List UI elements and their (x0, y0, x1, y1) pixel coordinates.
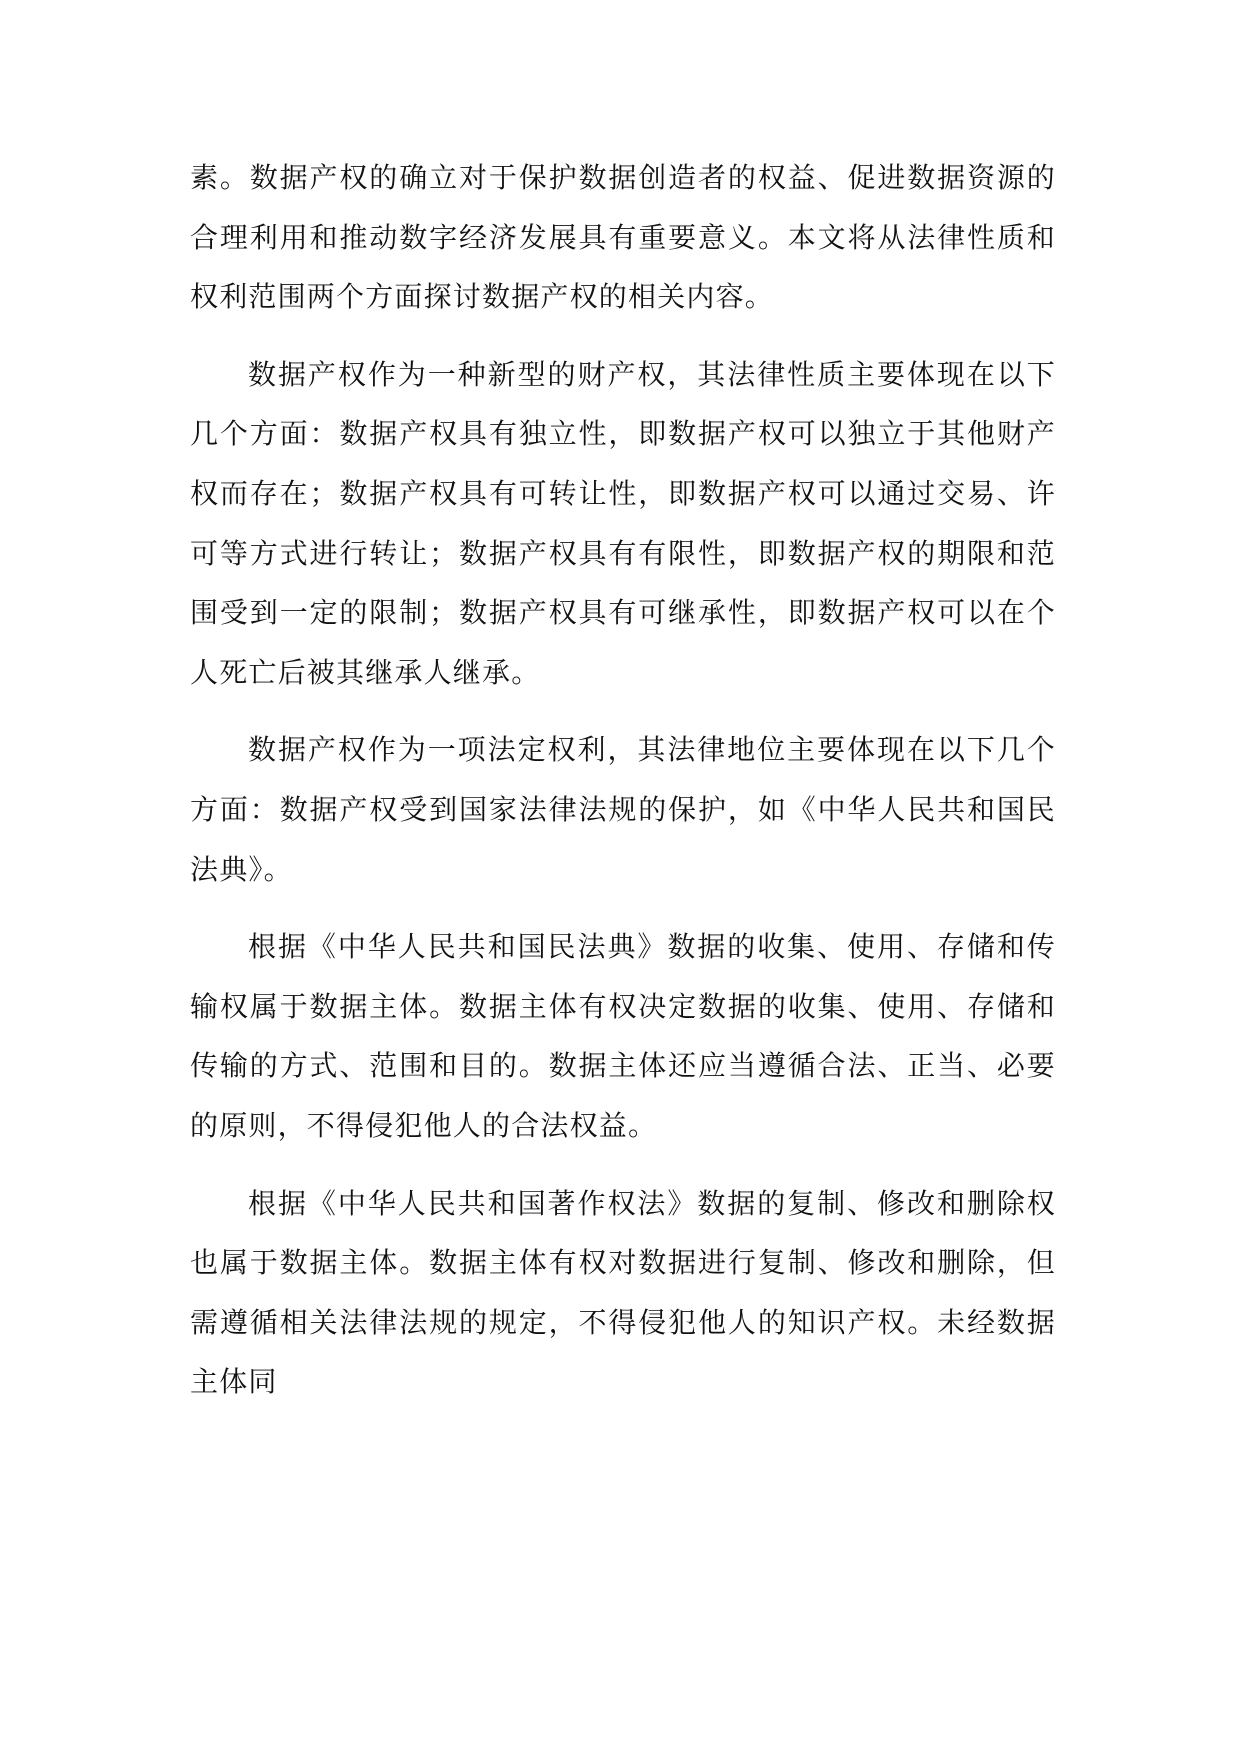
paragraph-4: 根据《中华人民共和国民法典》数据的收集、使用、存储和传输权属于数据主体。数据主体有权决定数据的收集、使用、存储和传输的方式、范围和目的。数据主体还应当遵循合法、正当、必要的原则，不得侵犯他人的合法权益。 (190, 930, 1056, 1142)
paragraph-5: 根据《中华人民共和国著作权法》数据的复制、修改和删除权也属于数据主体。数据主体有权对数据进行复制、修改和删除，但需遵循相关法律法规的规定，不得侵犯他人的知识产权。未经数据主体同 (190, 1186, 1056, 1399)
paragraph-2: 数据产权作为一种新型的财产权，其法律性质主要体现在以下几个方面：数据产权具有独立性，即数据产权可以独立于其他财产权而存在；数据产权具有可转让性，即数据产权可以通过交易、许可等方式进行转让；数据产权具有有限性，即数据产权的期限和范围受到一定的限制；数据产权具有可继承性，即数据产权可以在个人死亡后被其继承人继承。 (190, 357, 1056, 689)
body-text (190, 148, 1056, 1412)
paragraph-1: 素。数据产权的确立对于保护数据创造者的权益、促进数据资源的合理利用和推动数字经济发展具有重要意义。本文将从法律性质和权利范围两个方面探讨数据产权的相关内容。 (190, 161, 1056, 314)
paragraph-3: 数据产权作为一项法定权利，其法律地位主要体现在以下几个方面：数据产权受到国家法律法规的保护，如《中华人民共和国民法典》。 (190, 733, 1056, 886)
